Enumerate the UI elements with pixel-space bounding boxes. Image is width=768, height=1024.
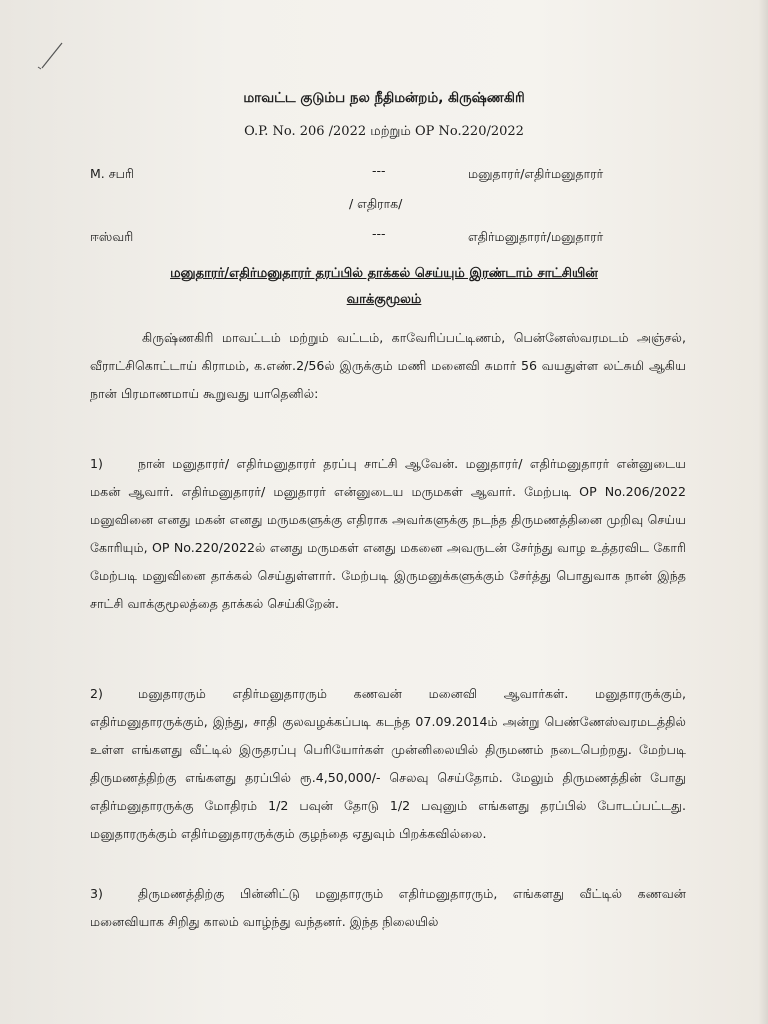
pen-stroke-mark [36,40,66,72]
petitioner-role: மனுதாரர்/எதிர்மனுதாரர் [468,166,604,181]
petitioner-dashes: --- [372,163,386,178]
paragraph-number: 1) [90,456,103,471]
paragraph-2 [90,680,686,848]
petitioner-name: M. சபரி [90,166,134,181]
paragraph-number: 2) [90,686,103,701]
paragraph-text: மனுதாரரும் எதிர்மனுதாரரும் கணவன் மனைவி ஆவார்கள். மனுதாரருக்கும், எதிர்மனுதாரருக்கும், இந்து, சாதி குலவழக்கப்படி கடந்த 07.09.2014ம் அன்று பெண்ணேஸ்வரமடத்தில் உள்ள எங்களது வீட்டில் இருதரப்பு பெரியோர்கள் முன்னிலையில் திருமணம் நடைபெற்றது. மேற்படி திருமணத்திற்கு எங்களது தரப்பில் ரூ.4,50,000/- செலவு செய்தோம். மேலும் திருமணத்தின் போது எதிர்மனுதாரருக்கு மோதிரம் 1/2 பவுன் தோடு 1/2 பவுனும் எங்களது தரப்பில் போடப்பட்டது. மனுதாரருக்கும் எதிர்மனுதாரருக்கும் குழந்தை ஏதுவும் பிறக்கவில்லை. [90,686,686,841]
scan-shadow [758,0,768,1024]
document-title-line2: வாக்குமூலம் [346,292,422,307]
document-title-line1: மனுதாரர்/எதிர்மனுதாரர் தரப்பில் தாக்கல் செய்யும் இரண்டாம் சாட்சியின் [170,266,598,281]
court-title: மாவட்ட குடும்ப நல நீதிமன்றம், கிருஷ்ணகிரி [243,90,525,106]
respondent-dashes: --- [372,226,386,241]
intro-paragraph: கிருஷ்ணகிரி மாவட்டம் மற்றும் வட்டம், காவேரிப்பட்டிணம், பென்னேஸ்வரமடம் அஞ்சல், வீராட்சிகொட்டாய் கிராமம், க.எண்.2/56ல் இருக்கும் மணி மனைவி சுமார் 56 வயதுள்ள லட்சுமி ஆகிய நான் பிரமாணமாய் கூறுவது யாதெனில்: [90,330,686,401]
paragraph-3 [90,880,686,936]
paragraph-text: நான் மனுதாரர்/ எதிர்மனுதாரர் தரப்பு சாட்சி ஆவேன். மனுதாரர்/ எதிர்மனுதாரர் என்னுடைய மகன் ஆவார். எதிர்மனுதாரர்/ மனுதாரர் என்னுடைய மருமகள் ஆவார். மேற்படி OP No.206/2022 மனுவினை எனது மகன் எனது மருமகளுக்கு எதிராக அவர்களுக்கு நடந்த திருமணத்தினை முறிவு செய்ய கோரியும், OP No.220/2022ல் எனது மருமகள் எனது மகனை அவருடன் சேர்ந்து வாழ உத்தரவிட கோரி மேற்படி மனுவினை தாக்கல் செய்துள்ளார். மேற்படி இருமனுக்களுக்கும் சேர்த்து பொதுவாக நான் இந்த சாட்சி வாக்குமூலத்தை தாக்கல் செய்கிறேன். [90,456,686,611]
paragraph-number: 3) [90,886,103,901]
paragraph-text: திருமணத்திற்கு பின்னிட்டு மனுதாரரும் எதிர்மனுதாரரும், எங்களது வீட்டில் கணவன் மனைவியாக சிறிது காலம் வாழ்ந்து வந்தனர். இந்த நிலையில் [90,886,686,929]
respondent-name: ஈஸ்வரி [90,229,134,244]
versus-label: / எதிராக/ [349,196,403,211]
respondent-role: எதிர்மனுதாரர்/மனுதாரர் [468,229,604,244]
case-numbers: O.P. No. 206 /2022 மற்றும் OP No.220/2022 [244,124,524,139]
paragraph-1 [90,450,686,618]
